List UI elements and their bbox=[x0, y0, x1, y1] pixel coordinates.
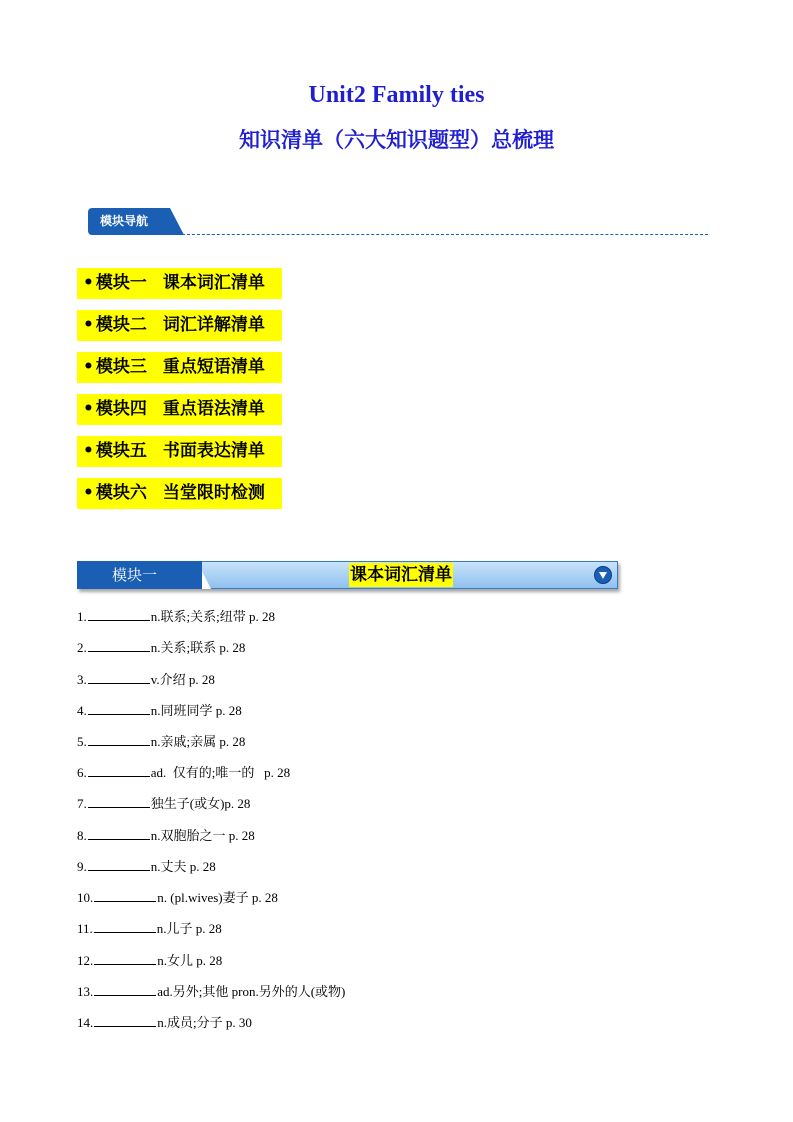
vocab-item bbox=[77, 702, 242, 719]
answer-blank[interactable] bbox=[94, 1014, 156, 1027]
vocab-definition: n.丈夫 p. 28 bbox=[150, 859, 216, 874]
vocab-definition: n.同班同学 p. 28 bbox=[150, 703, 242, 718]
vocab-item bbox=[77, 608, 275, 625]
vocab-item bbox=[77, 920, 222, 937]
vocab-number: 7. bbox=[77, 796, 87, 811]
answer-blank[interactable] bbox=[94, 983, 156, 996]
module-item-6[interactable] bbox=[77, 478, 282, 509]
module-item-4[interactable] bbox=[77, 394, 282, 425]
answer-blank[interactable] bbox=[88, 702, 150, 715]
bullet-icon: • bbox=[83, 483, 94, 503]
vocab-item bbox=[77, 952, 222, 969]
bullet-icon: • bbox=[83, 273, 94, 293]
vocab-number: 8. bbox=[77, 828, 87, 843]
vocab-item bbox=[77, 671, 215, 688]
answer-blank[interactable] bbox=[88, 858, 150, 871]
nav-divider bbox=[172, 234, 708, 235]
vocab-definition: ad. 仅有的;唯一的 p. 28 bbox=[150, 765, 291, 780]
vocab-number: 11. bbox=[77, 921, 93, 936]
answer-blank[interactable] bbox=[88, 608, 150, 621]
chevron-down-icon[interactable] bbox=[594, 566, 612, 584]
vocab-definition: n.双胞胎之一 p. 28 bbox=[150, 828, 255, 843]
vocab-definition: n.女儿 p. 28 bbox=[157, 953, 223, 968]
vocab-definition: n. (pl.wives)妻子 p. 28 bbox=[157, 890, 278, 905]
answer-blank[interactable] bbox=[88, 671, 150, 684]
bullet-icon: • bbox=[83, 315, 94, 335]
vocab-number: 2. bbox=[77, 640, 87, 655]
page-subtitle: 知识清单（六大知识题型）总梳理 bbox=[239, 128, 554, 152]
vocab-item bbox=[77, 733, 245, 750]
answer-blank[interactable] bbox=[88, 764, 150, 777]
answer-blank[interactable] bbox=[94, 889, 156, 902]
vocab-number: 12. bbox=[77, 953, 94, 968]
answer-blank[interactable] bbox=[88, 733, 150, 746]
vocab-number: 1. bbox=[77, 609, 87, 624]
vocab-definition: n.关系;联系 p. 28 bbox=[150, 640, 246, 655]
module-title: 课本词汇清单 bbox=[162, 273, 265, 293]
vocab-number: 13. bbox=[77, 984, 94, 999]
vocab-definition: n.儿子 p. 28 bbox=[156, 921, 222, 936]
module-name: 模块二 bbox=[95, 315, 147, 335]
module-item-1[interactable] bbox=[77, 268, 282, 299]
vocab-definition: n.亲戚;亲属 p. 28 bbox=[150, 734, 246, 749]
vocab-number: 6. bbox=[77, 765, 87, 780]
module-name: 模块一 bbox=[95, 273, 147, 293]
answer-blank[interactable] bbox=[94, 952, 156, 965]
bullet-icon: • bbox=[83, 441, 94, 461]
module-item-5[interactable] bbox=[77, 436, 282, 467]
vocab-item bbox=[77, 795, 250, 812]
vocab-item bbox=[77, 889, 278, 906]
vocab-number: 9. bbox=[77, 859, 87, 874]
module-name: 模块六 bbox=[95, 483, 147, 503]
vocab-definition: 独生子(或女)p. 28 bbox=[150, 796, 251, 811]
module-title: 当堂限时检测 bbox=[162, 483, 265, 503]
page-title: Unit2 Family ties bbox=[308, 82, 485, 108]
module-title: 词汇详解清单 bbox=[162, 315, 265, 335]
vocab-definition: n.成员;分子 p. 30 bbox=[157, 1015, 252, 1030]
vocab-number: 14. bbox=[77, 1015, 94, 1030]
section-label: 模块一 bbox=[77, 561, 202, 589]
module-item-3[interactable] bbox=[77, 352, 282, 383]
vocab-definition: v.介绍 p. 28 bbox=[150, 672, 215, 687]
vocab-item bbox=[77, 858, 216, 875]
module-nav-tab: 模块导航 bbox=[88, 208, 170, 235]
answer-blank[interactable] bbox=[88, 795, 150, 808]
vocab-number: 4. bbox=[77, 703, 87, 718]
vocab-item bbox=[77, 764, 290, 781]
module-item-2[interactable] bbox=[77, 310, 282, 341]
vocab-definition: ad.另外;其他 pron.另外的人(或物) bbox=[157, 984, 346, 999]
vocab-item bbox=[77, 827, 255, 844]
section-title: 课本词汇清单 bbox=[350, 565, 452, 585]
module-name: 模块四 bbox=[95, 399, 147, 419]
bullet-icon: • bbox=[83, 357, 94, 377]
vocab-number: 3. bbox=[77, 672, 87, 687]
vocab-item bbox=[77, 983, 345, 1000]
answer-blank[interactable] bbox=[88, 639, 150, 652]
vocab-definition: n.联系;关系;纽带 p. 28 bbox=[150, 609, 275, 624]
module-title: 重点语法清单 bbox=[162, 399, 265, 419]
vocab-number: 10. bbox=[77, 890, 94, 905]
module-name: 模块三 bbox=[95, 357, 147, 377]
vocab-number: 5. bbox=[77, 734, 87, 749]
answer-blank[interactable] bbox=[94, 920, 156, 933]
bullet-icon: • bbox=[83, 399, 94, 419]
module-title: 书面表达清单 bbox=[162, 441, 265, 461]
module-title: 重点短语清单 bbox=[162, 357, 265, 377]
answer-blank[interactable] bbox=[88, 827, 150, 840]
vocab-item bbox=[77, 1014, 252, 1031]
section-banner bbox=[77, 561, 618, 589]
vocab-item bbox=[77, 639, 245, 656]
module-name: 模块五 bbox=[95, 441, 147, 461]
